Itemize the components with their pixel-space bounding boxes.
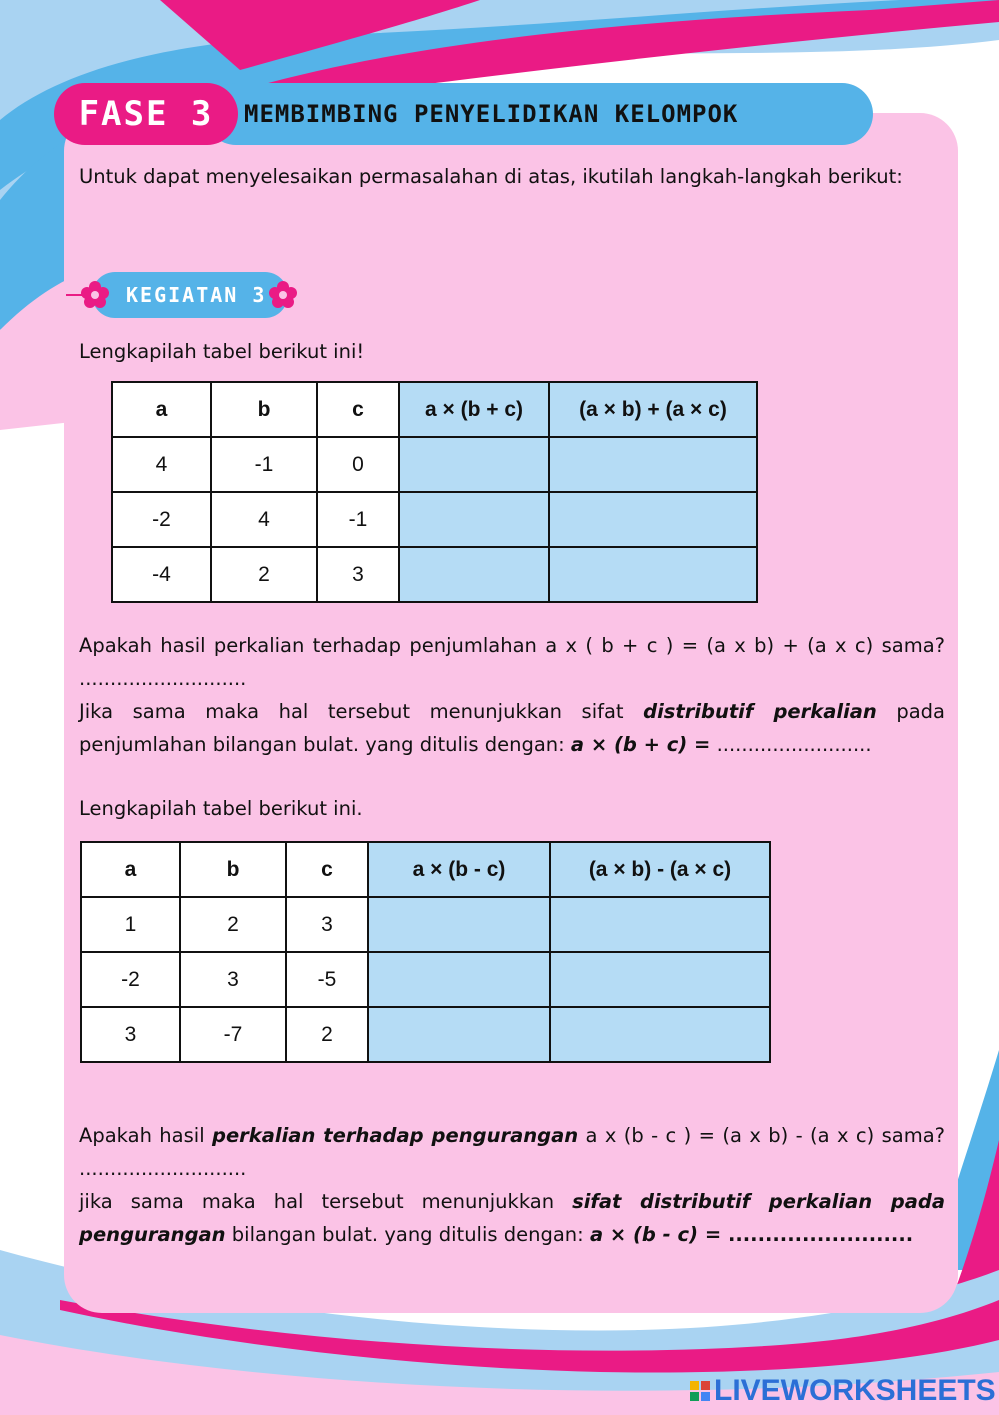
value-cell: 4 xyxy=(112,437,211,492)
table-header-row xyxy=(112,382,757,437)
header-cell: a xyxy=(112,382,211,437)
value-cell: -7 xyxy=(180,1007,286,1062)
header-cell: c xyxy=(317,382,399,437)
header-cell: (a × b) - (a × c) xyxy=(550,842,770,897)
logo-text: LIVEWORKSHEETS xyxy=(714,1374,996,1407)
table-row xyxy=(81,952,770,1007)
section2-statement xyxy=(79,1185,945,1251)
answer-input-cell[interactable] xyxy=(368,1007,550,1062)
answer-blank[interactable]: ......................... xyxy=(710,733,872,756)
question-text: a x (b - c ) = (a x b) - (a x c) sama? ........................... xyxy=(79,1124,945,1180)
answer-input-cell[interactable] xyxy=(368,897,550,952)
value-cell: 3 xyxy=(180,952,286,1007)
table-row xyxy=(112,492,757,547)
table-header-row xyxy=(81,842,770,897)
value-cell: -1 xyxy=(317,492,399,547)
value-cell: 2 xyxy=(286,1007,368,1062)
value-cell: 2 xyxy=(180,897,286,952)
value-cell: -4 xyxy=(112,547,211,602)
question-text: Apakah hasil xyxy=(79,1124,212,1147)
value-cell: -2 xyxy=(81,952,180,1007)
logo-squares-icon xyxy=(690,1381,710,1401)
statement-text: jika sama maka hal tersebut menunjukkan xyxy=(79,1190,573,1213)
header-cell: b xyxy=(180,842,286,897)
header-cell: a × (b - c) xyxy=(368,842,550,897)
value-cell: 3 xyxy=(81,1007,180,1062)
statement-text: bilangan bulat. yang ditulis dengan: xyxy=(225,1223,590,1246)
statement-emphasis: sifat distributif perkalian pada pengurangan xyxy=(79,1190,945,1246)
kegiatan-label: KEGIATAN 3 xyxy=(126,283,267,307)
header-cell: (a × b) + (a × c) xyxy=(549,382,757,437)
question-text: Apakah hasil perkalian terhadap penjumlahan a x ( b + c ) = (a x b) + (a x c) sama? ........................... xyxy=(79,634,945,690)
statement-emphasis: distributif perkalian xyxy=(643,700,877,723)
answer-input-cell[interactable] xyxy=(549,437,757,492)
section2-instruction: Lengkapilah tabel berikut ini. xyxy=(79,797,363,820)
value-cell: 4 xyxy=(211,492,317,547)
answer-input-cell[interactable] xyxy=(550,1007,770,1062)
value-cell: -1 xyxy=(211,437,317,492)
phase-title: MEMBIMBING PENYELIDIKAN KELOMPOK xyxy=(244,100,739,128)
answer-input-cell[interactable] xyxy=(549,547,757,602)
table-subtraction xyxy=(80,841,771,1063)
answer-input-cell[interactable] xyxy=(399,437,549,492)
intro-text: Untuk dapat menyelesaikan permasalahan di atas, ikutilah langkah-langkah berikut: xyxy=(79,165,903,188)
table-row xyxy=(112,437,757,492)
section1-statement xyxy=(79,695,945,761)
formula-text: a × (b - c) = xyxy=(589,1223,722,1246)
table-row xyxy=(81,1007,770,1062)
flower-icon xyxy=(268,280,298,310)
value-cell: 2 xyxy=(211,547,317,602)
statement-text: pada penjumlahan bilangan bulat. yang ditulis dengan: xyxy=(79,700,945,756)
header-cell: c xyxy=(286,842,368,897)
formula-text: a × (b + c) = xyxy=(570,733,711,756)
value-cell: -5 xyxy=(286,952,368,1007)
statement-text: Jika sama maka hal tersebut menunjukkan sifat xyxy=(79,700,644,723)
value-cell: -2 xyxy=(112,492,211,547)
header-cell: a xyxy=(81,842,180,897)
value-cell: 3 xyxy=(317,547,399,602)
answer-input-cell[interactable] xyxy=(550,952,770,1007)
table-row xyxy=(112,547,757,602)
answer-input-cell[interactable] xyxy=(549,492,757,547)
answer-blank[interactable]: ......................... xyxy=(721,1223,914,1246)
header-cell: b xyxy=(211,382,317,437)
section1-question xyxy=(79,629,945,695)
section2-question xyxy=(79,1119,945,1185)
table-row xyxy=(81,897,770,952)
liveworksheets-logo xyxy=(690,1373,996,1409)
section1-instruction: Lengkapilah tabel berikut ini! xyxy=(79,340,365,363)
question-emphasis: perkalian terhadap pengurangan xyxy=(212,1124,579,1147)
table-addition xyxy=(111,381,758,603)
value-cell: 3 xyxy=(286,897,368,952)
answer-input-cell[interactable] xyxy=(368,952,550,1007)
value-cell: 1 xyxy=(81,897,180,952)
answer-input-cell[interactable] xyxy=(399,492,549,547)
phase-label: FASE 3 xyxy=(78,94,214,134)
answer-input-cell[interactable] xyxy=(550,897,770,952)
value-cell: 0 xyxy=(317,437,399,492)
flower-icon xyxy=(80,280,110,310)
answer-input-cell[interactable] xyxy=(399,547,549,602)
header-cell: a × (b + c) xyxy=(399,382,549,437)
